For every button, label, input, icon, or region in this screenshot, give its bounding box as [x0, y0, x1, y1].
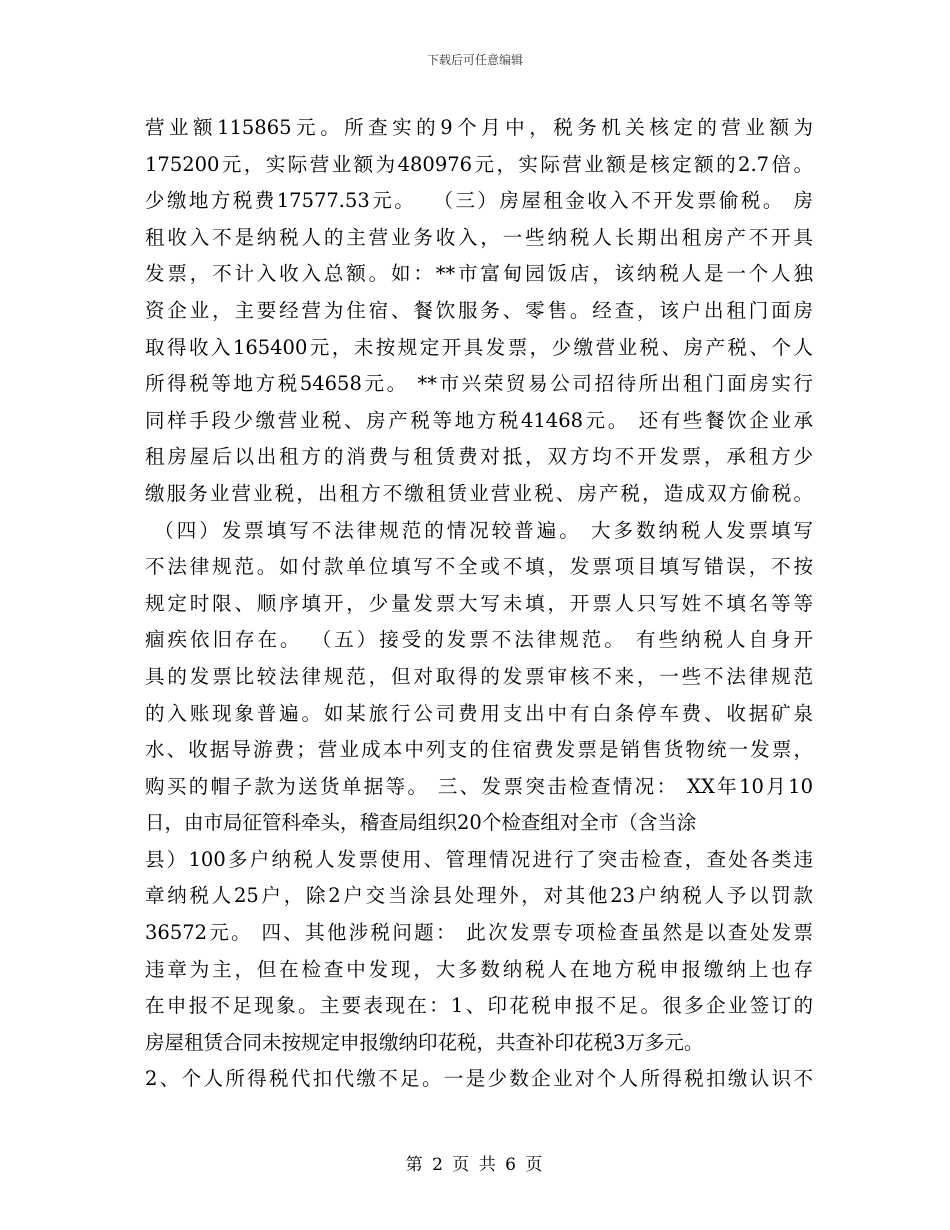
page-number: 第 2 页 共 6 页	[405, 1155, 545, 1175]
text-line: 县）100多户纳税人发票使用、管理情况进行了突击检查，查处各类违	[145, 847, 813, 871]
text-line: 175200元，实际营业额为480976元，实际营业额是核定额的2.7倍。	[145, 152, 813, 176]
text-line: 租收入不是纳税人的主营业务收入，一些纳税人长期出租房产不开具	[145, 225, 813, 249]
text-line: 在申报不足现象。主要表现在：1、印花税申报不足。很多企业签订的	[145, 994, 813, 1018]
text-line: 取得收入165400元，未按规定开具发票，少缴营业税、房产税、个人	[145, 335, 813, 359]
text-line: 36572元。 四、其他涉税问题： 此次发票专项检查虽然是以查处发票	[145, 921, 813, 945]
text-line: 的入账现象普遍。如某旅行公司费用支出中有白条停车费、收据矿泉	[145, 701, 813, 725]
text-line: 所得税等地方税54658元。 **市兴荣贸易公司招待所出租门面房实行	[145, 372, 813, 396]
text-line: 发票，不计入收入总额。如：**市富甸园饭店，该纳税人是一个人独	[145, 262, 813, 286]
text-line: 营业额115865元。所查实的9个月中，税务机关核定的营业额为	[145, 116, 813, 139]
text-line: 具的发票比较法律规范，但对取得的发票审核不来，一些不法律规范	[145, 664, 813, 688]
text-line: 不法律规范。如付款单位填写不全或不填，发票项目填写错误，不按	[145, 555, 813, 579]
page-header-note: 下载后可任意编辑	[426, 53, 523, 67]
text-line: 缴服务业营业税，出租方不缴租赁业营业税、房产税，造成双方偷税。	[145, 481, 813, 505]
text-line: 租房屋后以出租方的消费与租赁费对抵，双方均不开发票，承租方少	[145, 445, 813, 469]
text-line: 资企业，主要经营为住宿、餐饮服务、零售。经查，该户出租门面房	[145, 298, 813, 322]
text-line: （四）发票填写不法律规范的情况较普遍。 大多数纳税人发票填写	[145, 518, 813, 542]
text-line: 少缴地方税费17577.53元。 （三）房屋租金收入不开发票偷税。 房	[145, 189, 813, 213]
text-line: 2、个人所得税代扣代缴不足。一是少数企业对个人所得税扣缴认识不	[145, 1067, 813, 1091]
text-line: 水、收据导游费；营业成本中列支的住宿费发票是销售货物统一发票，	[145, 738, 813, 762]
text-line: 日，由市局征管科牵头，稽查局组织20个检查组对全市（含当涂	[145, 811, 697, 835]
text-line: 房屋租赁合同未按规定申报缴纳印花税，共查补印花税3万多元。	[145, 1030, 704, 1054]
text-line: 章纳税人25户，除2户交当涂县处理外，对其他23户纳税人予以罚款	[145, 884, 813, 908]
text-line: 痼疾依旧存在。 （五）接受的发票不法律规范。 有些纳税人自身开	[145, 628, 813, 652]
text-line: 违章为主，但在检查中发现，大多数纳税人在地方税申报缴纳上也存	[145, 957, 813, 981]
text-line: 同样手段少缴营业税、房产税等地方税41468元。 还有些餐饮企业承	[145, 408, 813, 432]
text-line: 规定时限、顺序填开，少量发票大写未填，开票人只写姓不填名等等	[145, 591, 813, 615]
text-line: 购买的帽子款为送货单据等。 三、发票突击检查情况： XX年10月10	[145, 774, 813, 798]
document-body	[145, 110, 813, 1098]
